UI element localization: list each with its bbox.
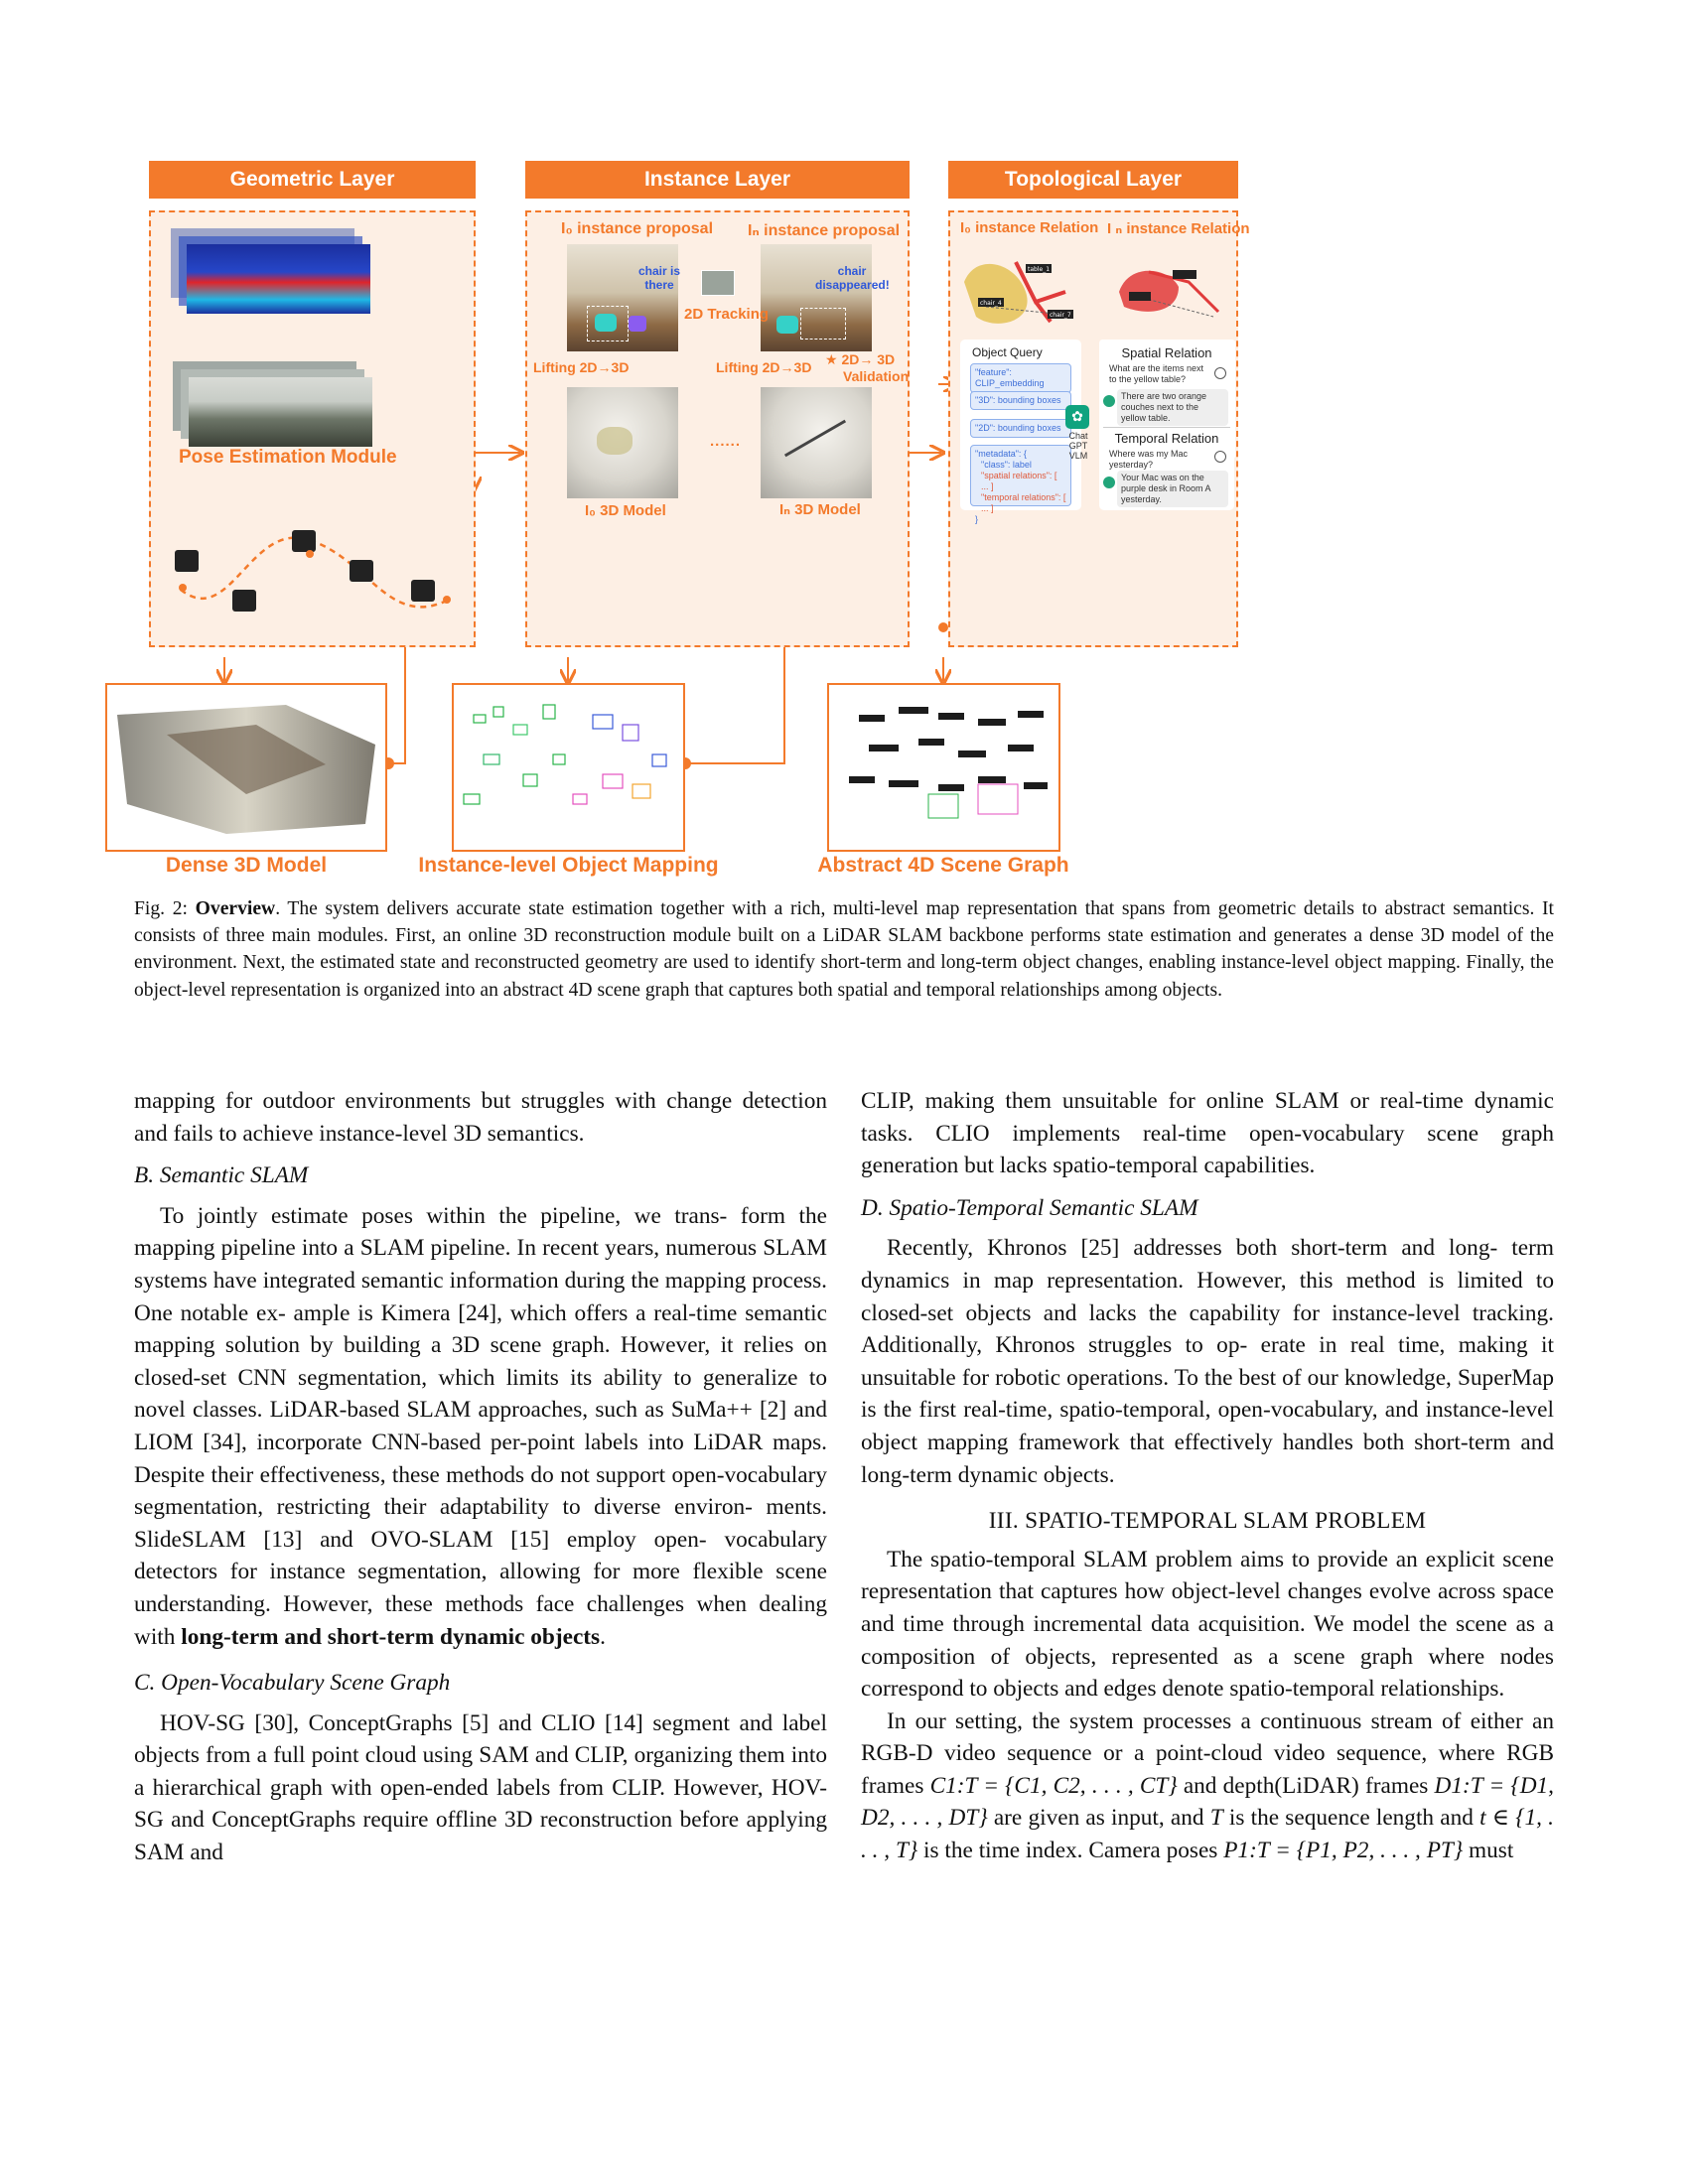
scene-graph-box — [827, 683, 1060, 852]
semantic-slam-bold: long-term and short-term dynamic objects — [181, 1623, 601, 1650]
i0-proposal-label: I₀ instance proposal — [561, 220, 714, 237]
instance-mapping-label: Instance-level Object Mapping — [418, 854, 719, 877]
caption-bold: Overview — [195, 898, 276, 919]
node-chair7: chair_7 — [1050, 312, 1071, 319]
dense-3d-model-label: Dense 3D Model — [165, 854, 328, 877]
problem-text-b: and depth(LiDAR) frames — [1177, 1772, 1435, 1799]
temporal-question: Where was my Mac yesterday? — [1109, 449, 1189, 470]
bot-icon — [1103, 395, 1115, 407]
topological-layer-header: Topological Layer — [948, 161, 1238, 199]
metadata-line-5: } — [975, 514, 979, 524]
overview-figure — [149, 161, 1539, 887]
bot-icon-2 — [1103, 477, 1115, 488]
math-time-index: t ∈ {1, . . . , T} — [861, 1805, 1555, 1864]
section-b-heading: B. Semantic SLAM — [134, 1162, 309, 1189]
robot-trajectory — [161, 480, 469, 639]
left-column — [134, 1085, 827, 1869]
paragraph-semantic-slam — [134, 1200, 827, 1653]
in-camera-frame — [761, 244, 872, 351]
query-2d: "2D": bounding boxes — [970, 419, 1071, 438]
semantic-slam-text: To jointly estimate poses within the pipeline, we trans- form the mapping pipeline into a SLAM pipeline. In recent years, numerous SLAM systems have integrated semantic information during the mapping process. One notable ex- ample is Kimera [24], which offers a real-time semantic mapping solution by building a 3D scene graph. However, it relies on closed-set CNN segmentation, which limits its ability to generalize to novel classes. LiDAR-based SLAM approaches, such as SuMa++ [2] and LIOM [34], incorporate CNN-based per-point labels into LiDAR maps. Despite their effectiveness, these methods do not support open-vocabulary segmentation, restricting their adaptability to diverse environ- ments. SlideSLAM [13] and OVO-SLAM [15] employ open- vocabulary detectors for instance segmentation, allowing for more flexible scene understanding. However, these methods face challenges when dealing with — [134, 1202, 827, 1650]
validation-label — [825, 351, 909, 385]
paragraph-spatio-temporal: Recently, Khronos [25] addresses both short-term and long- term dynamics in map representation. However, this method is limited to closed-set objects and lacks the capability for instance-level tracking. Additionally, Khronos struggles to op- erate in real time, making it unsuitable for robotic operations. To the best of our knowledge, SuperMap is the first real-time, spatio-temporal, open-vocabulary, and instance-level object mapping framework that effectively handles both short-term and long-term dynamic objects. — [861, 1235, 1554, 1488]
topological-panel — [948, 210, 1250, 647]
i0-3d-model — [567, 387, 678, 498]
geometric-layer-header: Geometric Layer — [149, 161, 476, 199]
lidar-scan-front — [187, 244, 370, 314]
i0-3d-model-label: I₀ 3D Model — [585, 502, 666, 519]
math-depth-frames: D1:T = {D1, D2, . . . , DT} — [861, 1772, 1555, 1832]
section-iii-heading: III. SPATIO-TEMPORAL SLAM PROBLEM — [988, 1508, 1427, 1535]
scene-graph-label: Abstract 4D Scene Graph — [817, 854, 1069, 877]
vlm-line-1: Chat — [1068, 431, 1088, 441]
in-proposal-label: Iₙ instance proposal — [748, 222, 901, 239]
metadata-line-3: "spatial relations": [ ... ] — [981, 471, 1057, 491]
relation-chat-panel — [1099, 340, 1234, 510]
user-icon-2 — [1214, 451, 1226, 463]
tracking-thumbnail — [701, 270, 735, 296]
chair-is-there-note: chair is there — [637, 264, 681, 292]
scene-graph-render — [829, 685, 1058, 850]
spatial-question: What are the items next to the yellow table? — [1109, 363, 1204, 384]
pose-estimation-label: Pose Estimation Module — [179, 447, 397, 468]
problem-text-e: is the time index. Camera poses — [917, 1838, 1224, 1864]
paragraph-scene-graph: HOV-SG [30], ConceptGraphs [5] and CLIO [14] segment and label objects from a full point cloud using SAM and CLIP, organizing them into a hierarchical graph with open-ended labels from CLIP. However, HOV-SG and ConceptGraphs require offline 3D reconstruction before applying SAM and — [134, 1709, 827, 1866]
paragraph-problem-2 — [861, 1706, 1554, 1867]
math-camera-poses: P1:T = {P1, P2, . . . , PT} — [1223, 1838, 1464, 1864]
validation-line-1: 2D→ 3D — [841, 351, 896, 367]
paragraph-clip: CLIP, making them unsuitable for online SLAM or real-time dynamic tasks. CLIO implements real-time open-vocabulary scene graph generation but lacks spatio-temporal capabilities. — [861, 1088, 1554, 1179]
query-feature: "feature": CLIP_embedding — [970, 363, 1071, 393]
paragraph-problem-1: The spatio-temporal SLAM problem aims to provide an explicit scene representation that captures how object-level changes evolve across space and time through incremental data acquisition. We model the scene as a composition of objects, represented as a scene graph where nodes correspond to objects and edges denote spatio-temporal relationships. — [861, 1546, 1554, 1703]
lifting-label-left: Lifting 2D→3D — [533, 359, 630, 375]
caption-text: . The system delivers accurate state estimation together with a rich, multi-level map representation that spans from geometric details to abstract semantics. It consists of three main modules. First, an online 3D reconstruction module built on a LiDAR SLAM backbone performs state estimation and generates a dense 3D model of the environment. Next, the estimated state and reconstructed geometry are used to identify short-term and long-term object changes, enabling instance-level object mapping. Finally, the object-level representation is organized into an abstract 4D scene graph that captures both spatial and temporal relationships among objects. — [134, 898, 1555, 1001]
lifting-label-right: Lifting 2D→3D — [716, 359, 812, 375]
in-3d-model — [761, 387, 872, 498]
node-chair4: chair_4 — [980, 300, 1002, 307]
i0-relation-graph — [956, 242, 1095, 332]
problem-text-f: must — [1463, 1838, 1514, 1864]
user-icon — [1214, 367, 1226, 379]
object-query-card — [960, 340, 1081, 524]
query-metadata — [970, 445, 1071, 524]
tracking-label: 2D Tracking — [684, 306, 770, 323]
query-3d: "3D": bounding boxes — [970, 391, 1071, 410]
instance-mapping-box — [452, 683, 685, 852]
metadata-line-2: "class": label — [981, 460, 1032, 470]
dense-3d-model-render — [107, 685, 385, 850]
instance-mapping-render — [454, 685, 683, 850]
math-rgb-frames: C1:T = {C1, C2, . . . , CT} — [929, 1772, 1178, 1799]
metadata-line-4: "temporal relations": [ ... ] — [981, 492, 1066, 513]
math-sequence-length: T — [1209, 1805, 1223, 1832]
geometric-panel — [149, 210, 476, 647]
vlm-label — [1061, 431, 1095, 461]
i0-relation-label: I₀ instance Relation — [960, 219, 1099, 236]
caption-prefix: Fig. 2: — [134, 898, 196, 919]
chatgpt-icon: ✿ — [1065, 405, 1089, 429]
i0-camera-frame — [567, 244, 678, 351]
problem-text-d: is the sequence length and — [1222, 1805, 1480, 1832]
metadata-line-1: "metadata": { — [975, 449, 1027, 459]
semantic-slam-end: . — [600, 1623, 606, 1650]
validation-line-2: Validation — [843, 368, 910, 384]
object-query-title: Object Query — [972, 345, 1043, 359]
chair-disappeared-note: chair disappeared! — [815, 264, 890, 292]
camera-image-front — [189, 377, 372, 447]
temporal-answer: Your Mac was on the purple desk in Room A yesterday. — [1117, 471, 1228, 507]
temporal-relation-title: Temporal Relation — [1114, 431, 1219, 446]
figure-caption — [134, 895, 1554, 1004]
in-3d-model-label: Iₙ 3D Model — [779, 501, 861, 518]
instance-panel — [525, 210, 910, 647]
instance-layer-header: Instance Layer — [525, 161, 910, 199]
problem-text-a: In our setting, the system processes a continuous stream of either an RGB-D video sequence or a point-cloud video sequence, where RGB frames — [861, 1707, 1554, 1799]
spatial-relation-title: Spatial Relation — [1121, 345, 1212, 360]
star-icon: ★ — [825, 351, 842, 367]
section-d-heading: D. Spatio-Temporal Semantic SLAM — [861, 1194, 1198, 1221]
right-column — [861, 1085, 1554, 1867]
section-c-heading: C. Open-Vocabulary Scene Graph — [134, 1670, 451, 1697]
ellipsis-label: ...... — [710, 433, 742, 450]
in-relation-label: I ₙ instance Relation — [1107, 220, 1250, 237]
paragraph-continuation: mapping for outdoor environments but struggles with change detection and fails to achieve instance-level 3D semantics. — [134, 1088, 827, 1147]
vlm-line-2: GPT — [1068, 441, 1088, 451]
problem-text-c: are given as input, and — [987, 1805, 1210, 1832]
in-relation-graph — [1109, 242, 1238, 332]
node-table: table_1 — [1028, 266, 1051, 273]
vlm-line-3: VLM — [1068, 451, 1088, 461]
dense-3d-model-box — [105, 683, 387, 852]
spatial-answer: There are two orange couches next to the yellow table. — [1117, 389, 1228, 426]
